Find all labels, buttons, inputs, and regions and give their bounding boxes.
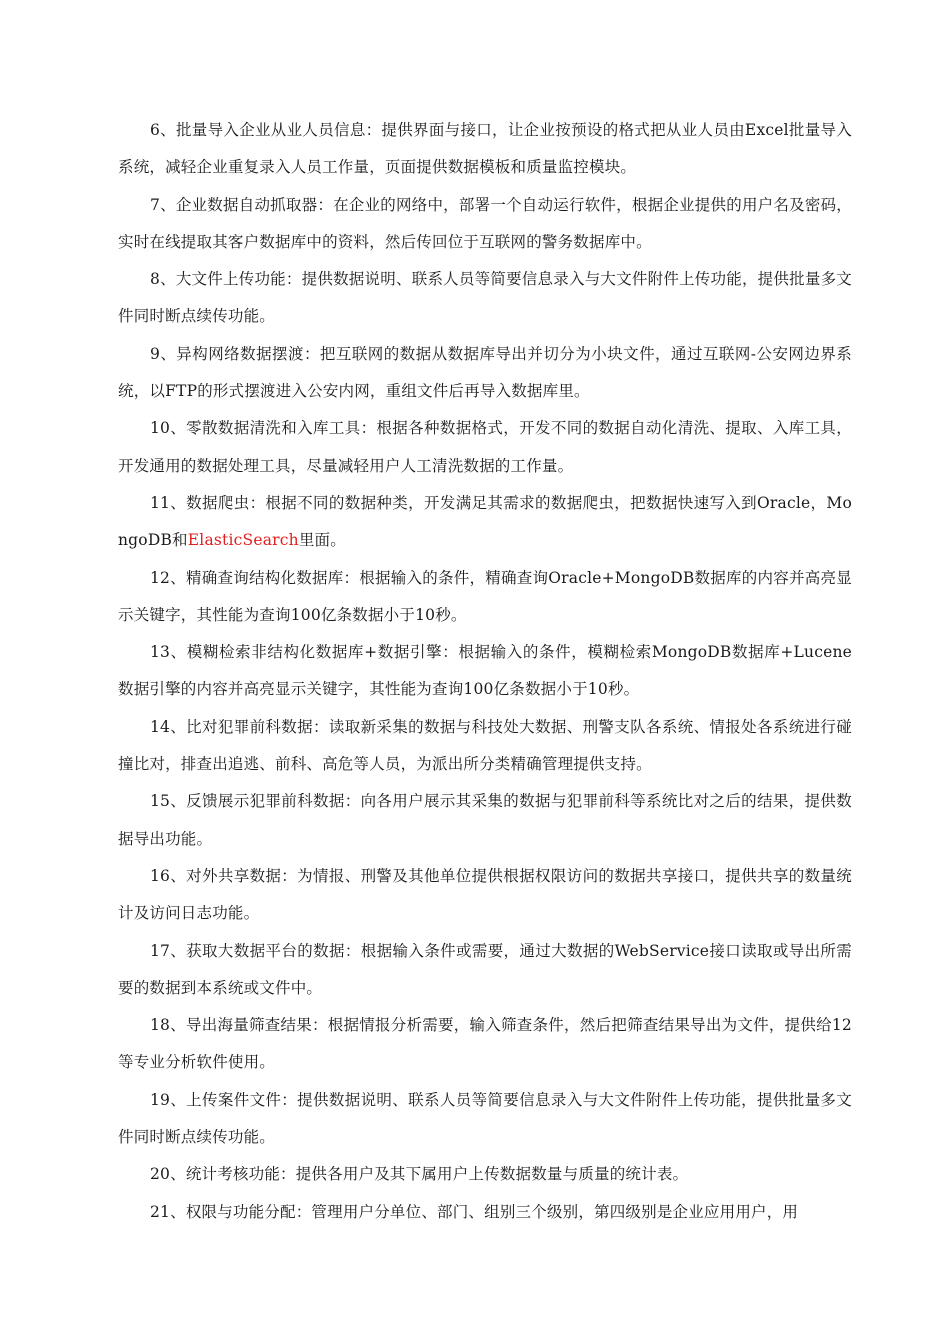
- item-text: 异构网络数据摆渡：把互联网的数据从数据库导出并切分为小块文件，通过互联网-公安网边界系统，以FTP的形式摆渡进入公安内网，重组文件后再导入数据库里。: [118, 344, 852, 401]
- list-item: [118, 560, 852, 635]
- list-item: [118, 485, 852, 560]
- item-number: 11、: [150, 493, 187, 512]
- list-item: [118, 783, 852, 858]
- item-text: 大文件上传功能：提供数据说明、联系人员等简要信息录入与大文件附件上传功能，提供批量多文件同时断点续传功能。: [118, 270, 853, 326]
- list-item: [118, 1082, 852, 1157]
- item-number: 18、: [150, 1016, 186, 1035]
- highlighted-term: ElasticSearch: [187, 531, 299, 550]
- list-item: [118, 336, 852, 411]
- item-number: 21、: [150, 1202, 186, 1221]
- item-text: 零散数据清洗和入库工具：根据各种数据格式，开发不同的数据自动化清洗、提取、入库工具，开发通用的数据处理工具，尽量减轻用户人工清洗数据的工作量。: [118, 419, 852, 475]
- list-item: [118, 634, 852, 709]
- item-number: 6、: [150, 121, 176, 139]
- list-item: [118, 709, 852, 784]
- item-text: 对外共享数据：为情报、刑警及其他单位提供根据权限访问的数据共享接口，提供共享的数量统计及访问日志功能。: [118, 866, 852, 923]
- item-text: 统计考核功能：提供各用户及其下属用户上传数据数量与质量的统计表。: [185, 1165, 689, 1184]
- item-number: 19、: [150, 1090, 187, 1109]
- list-item: [118, 1156, 852, 1193]
- item-number: 8、: [150, 270, 176, 289]
- item-number: 13、: [150, 643, 187, 662]
- document-body: [118, 112, 852, 1231]
- item-number: 17、: [150, 941, 187, 960]
- item-number: 16、: [150, 866, 187, 885]
- item-number: 20、: [150, 1165, 186, 1184]
- item-text: 获取大数据平台的数据：根据输入条件或需要，通过大数据的WebService接口读取或导出所需要的数据到本系统或文件中。: [118, 941, 853, 997]
- list-item: [118, 187, 852, 262]
- item-text: 上传案件文件：提供数据说明、联系人员等简要信息录入与大文件附件上传功能，提供批量多文件同时断点续传功能。: [118, 1090, 852, 1147]
- item-number: 10、: [150, 419, 187, 438]
- list-item: [118, 1194, 852, 1231]
- list-item: [118, 933, 852, 1008]
- item-text: 精确查询结构化数据库：根据输入的条件，精确查询Oracle+MongoDB数据库的内容并高亮显示关键字，其性能为查询100亿条数据小于10秒。: [118, 568, 852, 624]
- item-number: 14、: [150, 717, 187, 736]
- item-text-tail: 里面。: [298, 531, 346, 550]
- item-number: 9、: [150, 344, 177, 363]
- item-number: 7、: [150, 195, 176, 214]
- item-text: 数据爬虫：根据不同的数据种类，开发满足其需求的数据爬虫，把数据快速写入到Oracle，MongoDB和: [118, 493, 852, 550]
- item-text: 比对犯罪前科数据：读取新采集的数据与科技处大数据、刑警支队各系统、情报处各系统进行碰撞比对，排查出追逃、前科、高危等人员，为派出所分类精确管理提供支持。: [118, 717, 852, 774]
- item-text: 企业数据自动抓取器：在企业的网络中，部署一个自动运行软件，根据企业提供的用户名及密码，实时在线提取其客户数据库中的资料，然后传回位于互联网的警务数据库中。: [118, 195, 853, 251]
- list-item: [118, 261, 852, 336]
- list-item: [118, 410, 852, 485]
- item-number: 15、: [150, 792, 187, 811]
- item-text: 反馈展示犯罪前科数据：向各用户展示其采集的数据与犯罪前科等系统比对之后的结果，提供数据导出功能。: [118, 792, 852, 848]
- list-item: [118, 1007, 852, 1082]
- item-text: 模糊检索非结构化数据库+数据引擎：根据输入的条件，模糊检索MongoDB数据库+Lucene数据引擎的内容并高亮显示关键字，其性能为查询100亿条数据小于10秒。: [118, 643, 853, 699]
- item-text: 导出海量筛查结果：根据情报分析需要，输入筛查条件，然后把筛查结果导出为文件，提供给12等专业分析软件使用。: [118, 1016, 852, 1072]
- list-item: [118, 858, 852, 933]
- list-item: [118, 112, 852, 187]
- item-text: 批量导入企业从业人员信息：提供界面与接口，让企业按预设的格式把从业人员由Excel批量导入系统，减轻企业重复录入人员工作量，页面提供数据模板和质量监控模块。: [118, 121, 853, 177]
- item-text: 权限与功能分配：管理用户分单位、部门、组别三个级别，第四级别是企业应用用户，用: [185, 1202, 799, 1221]
- item-number: 12、: [150, 568, 186, 587]
